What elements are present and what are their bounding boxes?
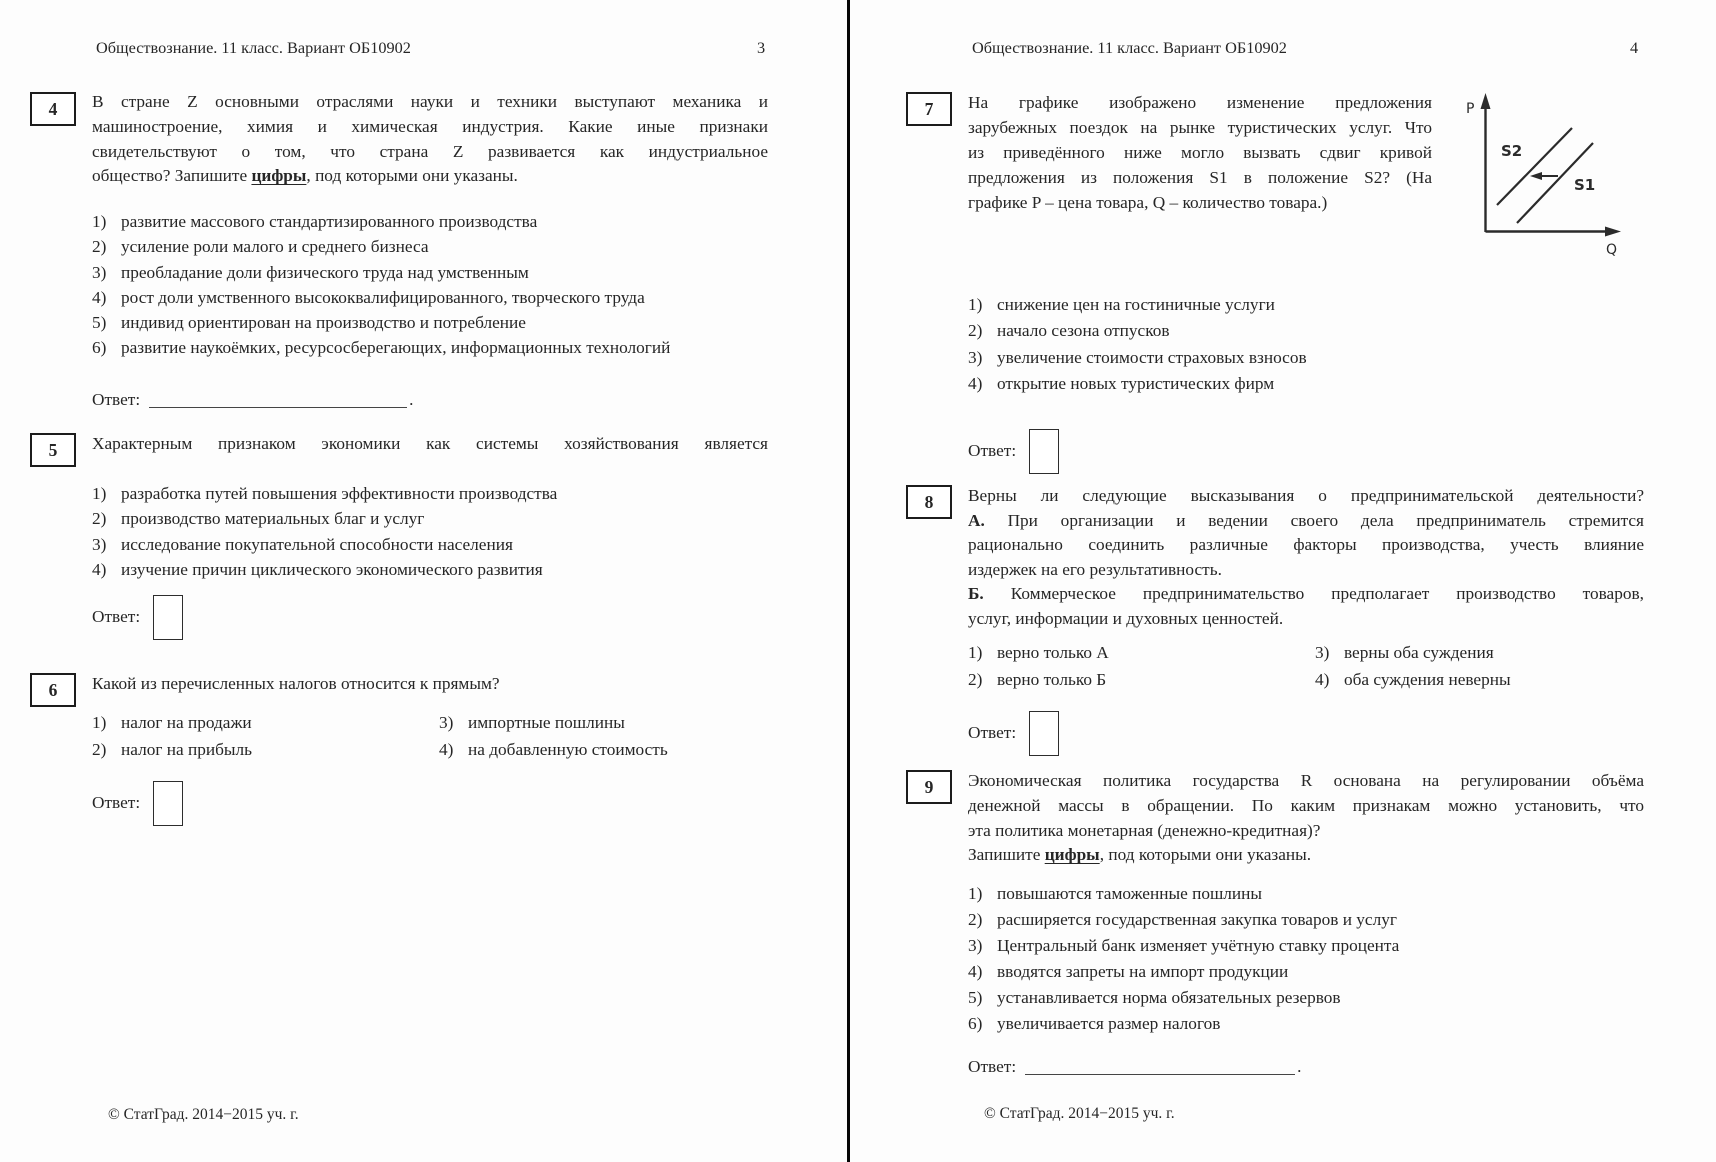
y-axis-arrowhead [1481,93,1491,109]
text-line: В стране Z основными отраслями науки и техники выступают механика и [92,92,768,111]
question-text: Какой из перечисленных налогов относится к прямым? [92,674,500,693]
statement-a-label: А. [968,510,985,530]
options-list [968,881,1644,1036]
option-text: налог на продажи [121,713,252,732]
option-row [92,740,439,767]
option-row [968,670,1315,697]
option-number: 2) [92,237,107,257]
answer-box [153,595,183,640]
option-row [439,713,768,740]
question-text [968,484,1644,632]
option-row [92,260,768,285]
option-number: 4) [92,559,107,579]
option-number: 4) [968,373,983,393]
price-axis-label: P [1466,101,1475,117]
answer-blank-line [149,387,407,408]
option-row [92,713,439,740]
text-line: эта политика монетарная (денежно-кредитная)? [968,820,1321,840]
option-number: 4) [439,739,454,759]
question-number-box: 4 [30,92,76,126]
option-row [439,740,768,767]
option-text: налог на прибыль [121,739,253,759]
option-number: 6) [92,338,107,358]
answer-row [92,594,183,640]
question-number-box: 9 [906,770,952,804]
s1-label: S1 [1574,176,1596,194]
option-text: устанавливается норма обязательных резервов [997,987,1341,1007]
answer-row [92,780,183,826]
option-row [1315,643,1644,670]
option-row [92,506,768,531]
question-number-box: 5 [30,433,76,467]
text-line: графике P – цена товара, Q – количество товара.) [968,193,1328,212]
option-row [968,345,1528,371]
option-text: развитие массового стандартизированного производства [121,212,538,231]
shift-arrow-head [1530,172,1542,180]
option-number: 2) [968,321,983,341]
option-row [968,371,1528,397]
option-number: 3) [92,534,107,554]
option-number: 5) [92,313,107,333]
option-text: исследование покупательной способности населения [121,534,513,554]
option-row [968,643,1315,670]
option-row [92,335,768,360]
answer-label: Ответ: [92,793,141,812]
question-text [92,90,768,189]
option-number: 1) [92,484,107,503]
option-text: импортные пошлины [468,713,625,732]
supply-curve-s2 [1497,128,1572,205]
text-line: свидетельствуют о том, что страна Z развивается как индустриальное [92,141,768,161]
option-text: изучение причин циклического экономического развития [121,559,543,579]
text-line: машиностроение, химия и химическая индустрия. Какие иные признаки [92,116,768,136]
text-line: общество? Запишите цифры, под которыми они указаны. [92,166,518,186]
answer-label: Ответ: [968,441,1017,460]
question-number-box: 6 [30,673,76,707]
option-row [968,881,1644,907]
answer-label: Ответ: [968,723,1017,742]
text-line: Экономическая политика государства R основана на регулировании объёма [968,771,1644,790]
option-number: 1) [968,295,983,314]
statement-b-label: Б. [968,584,984,604]
answer-label: Ответ: [92,390,141,409]
option-number: 6) [968,1013,983,1033]
right-page [850,0,1716,1162]
quantity-axis-label: Q [1606,242,1618,258]
option-number: 3) [1315,643,1330,662]
text-line: На графике изображено изменение предложения [968,93,1432,112]
option-number: 5) [968,987,983,1007]
option-row [1315,670,1644,697]
answer-row [968,1054,1301,1077]
option-row [92,234,768,259]
question-text [968,769,1644,868]
answer-blank-line [1025,1054,1295,1075]
statement-a-line: издержек на его результативность. [968,559,1222,579]
option-text: снижение цен на гостиничные услуги [997,295,1275,314]
options-list [968,292,1528,397]
text-line: предложения из положения S1 в положение S2? (На [968,168,1432,187]
x-axis-arrowhead [1605,227,1621,237]
statement-b-line: услуг, информации и духовных ценностей. [968,608,1284,628]
option-number: 1) [968,884,983,903]
option-row [968,318,1528,344]
option-number: 2) [92,739,107,759]
option-number: 4) [968,961,983,981]
text-line: Верны ли следующие высказывания о предпринимательской деятельности? [968,486,1644,505]
option-number: 4) [92,287,107,307]
question-text [968,90,1432,215]
text-line: зарубежных поездок на рынке туристических услуг. Что [968,118,1432,137]
emphasized-word: цифры [1044,845,1100,865]
option-row [92,481,768,506]
question-number-box: 7 [906,92,952,126]
options-grid [92,713,768,766]
options-list [92,481,768,582]
header-title: Обществознание. 11 класс. Вариант ОБ10902 [972,38,1287,57]
option-text: усиление роли малого и среднего бизнеса [121,237,429,257]
header-title: Обществознание. 11 класс. Вариант ОБ10902 [96,38,411,57]
options-list [92,209,768,361]
option-row [968,959,1644,985]
option-text: увеличение стоимости страховых взносов [997,347,1307,367]
option-text: оба суждения неверны [1344,669,1511,689]
answer-label: Ответ: [92,607,141,626]
option-row [92,310,768,335]
text-line: Запишите цифры, под которыми они указаны. [968,845,1312,865]
option-number: 2) [968,909,983,929]
option-row [92,285,768,310]
emphasized-word: цифры [251,166,307,186]
option-number: 3) [439,713,454,732]
answer-box [1029,711,1059,756]
s2-label: S2 [1501,142,1523,160]
footer-copyright: © СтатГрад. 2014−2015 уч. г. [108,1106,299,1123]
question-text: Характерным признаком экономики как системы хозяйствования является [92,434,768,453]
option-text: повышаются таможенные пошлины [997,884,1263,903]
option-number: 3) [92,262,107,282]
text-line: денежной массы в обращении. По каким признакам можно установить, что [968,795,1644,815]
option-text: развитие наукоёмких, ресурсосберегающих, информационных технологий [121,338,671,358]
option-text: вводятся запреты на импорт продукции [997,961,1289,981]
answer-row [968,710,1059,756]
option-row [968,907,1644,933]
option-text: Центральный банк изменяет учётную ставку процента [997,935,1400,955]
option-row [968,292,1528,318]
text-line: из приведённого ниже могло вызвать сдвиг кривой [968,143,1432,162]
option-text: рост доли умственного высококвалифицированного, творческого труда [121,287,645,307]
answer-row [92,387,413,410]
option-text: на добавленную стоимость [468,739,668,759]
footer-copyright: © СтатГрад. 2014−2015 уч. г. [984,1105,1175,1122]
answer-row [968,428,1059,474]
option-row [968,1011,1644,1037]
supply-shift-graph-svg [1460,84,1632,262]
left-page [0,0,847,1162]
supply-shift-graph [1460,84,1632,262]
statement-b-line: Б. Коммерческое предпринимательство предполагает производство товаров, [968,584,1644,604]
answer-period: . [409,390,414,409]
option-text: открытие новых туристических фирм [997,373,1275,393]
options-grid [968,643,1644,696]
option-row [968,933,1644,959]
page-number: 3 [757,38,766,57]
answer-label: Ответ: [968,1057,1017,1076]
option-number: 1) [92,212,107,231]
answer-box [153,781,183,826]
option-number: 2) [92,509,107,529]
statement-a-line: А. При организации и ведении своего дела предприниматель стремится [968,510,1644,530]
option-text: верно только Б [997,669,1107,689]
option-number: 1) [968,643,983,662]
option-text: разработка путей повышения эффективности производства [121,484,558,503]
option-row [92,557,768,582]
statement-a-line: рационально соединить различные факторы производства, учесть влияние [968,535,1644,555]
option-row [968,985,1644,1011]
option-text: расширяется государственная закупка товаров и услуг [997,909,1397,929]
option-text: увеличивается размер налогов [997,1013,1221,1033]
option-text: производство материальных благ и услуг [121,509,425,529]
answer-box [1029,429,1059,474]
question-number-box: 8 [906,485,952,519]
answer-period: . [1297,1057,1302,1076]
option-text: верны оба суждения [1344,643,1494,662]
option-number: 2) [968,669,983,689]
option-text: преобладание доли физического труда над умственным [121,262,529,282]
option-row [92,532,768,557]
page-number: 4 [1630,38,1639,57]
option-number: 4) [1315,669,1330,689]
option-row [92,209,768,234]
option-number: 1) [92,713,107,732]
option-text: индивид ориентирован на производство и потребление [121,313,526,333]
option-text: начало сезона отпусков [997,321,1170,341]
option-number: 3) [968,935,983,955]
option-text: верно только А [997,643,1109,662]
option-number: 3) [968,347,983,367]
